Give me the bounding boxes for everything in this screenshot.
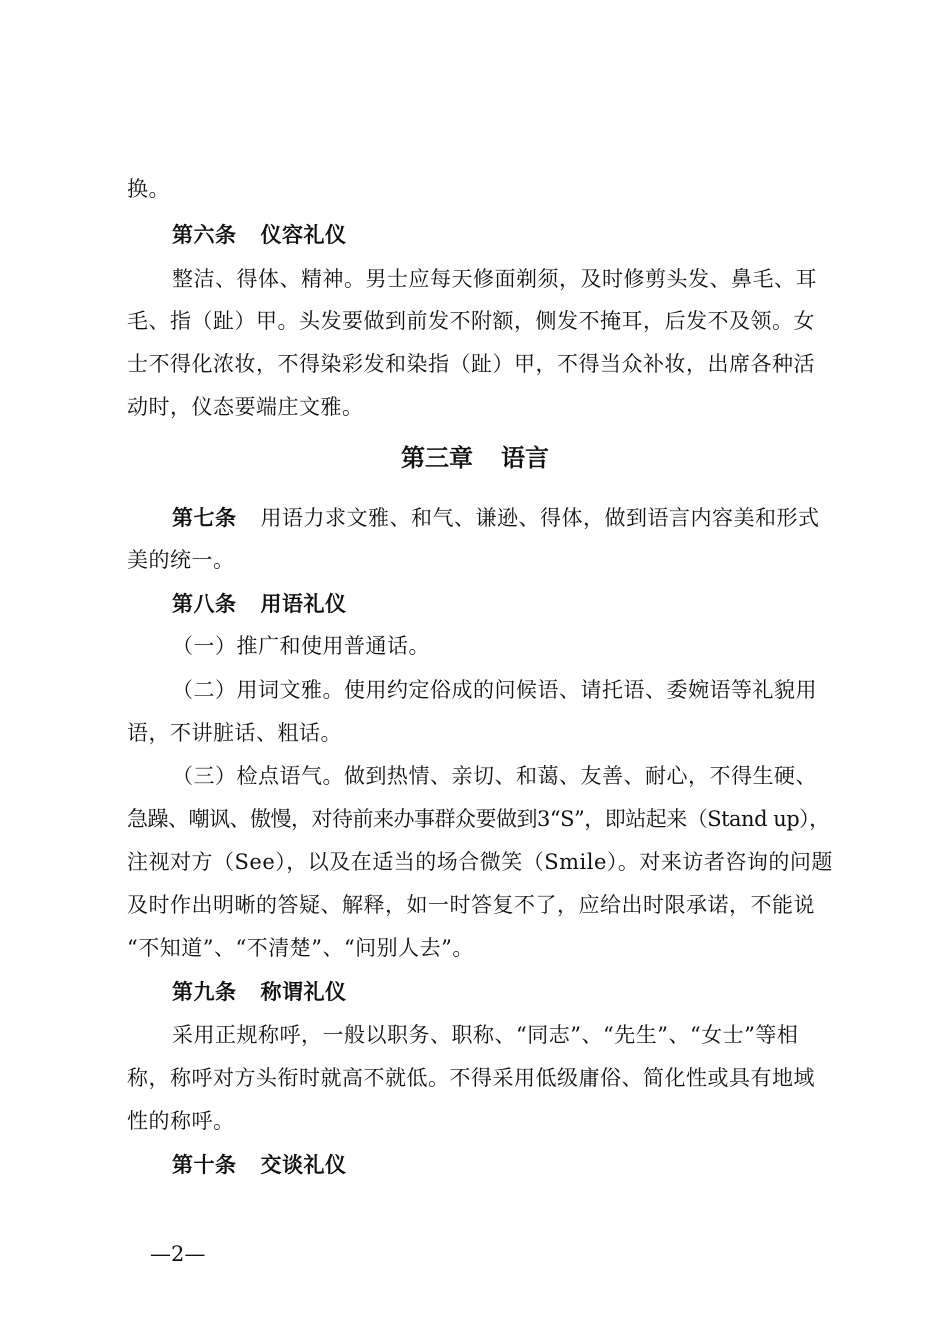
- article-text: 用语力求文雅、和气、谦逊、得体，做到语言内容美和形式: [260, 506, 820, 530]
- article-label: 第七条: [172, 506, 237, 530]
- article-title: 交谈礼仪: [260, 1153, 347, 1177]
- text-line: 采用正规称呼，一般以职务、职称、“同志”、“先生”、“女士”等相: [172, 1023, 799, 1047]
- text-line: 注视对方（See），以及在适当的场合微笑（Smile）。对来访者咨询的问题: [127, 850, 833, 874]
- text-line: 动时，仪态要端庄文雅。: [127, 395, 364, 419]
- text-line: 性的称呼。: [127, 1109, 235, 1133]
- article-label: 第六条: [172, 223, 237, 247]
- article-7-line: [172, 504, 820, 532]
- article-label: 第九条: [172, 980, 237, 1004]
- article-title: 仪容礼仪: [260, 223, 347, 247]
- chapter-title: 语言: [501, 444, 549, 472]
- chapter-label: 第三章: [401, 444, 473, 472]
- article-8-heading: [172, 590, 347, 618]
- text-line: （二）用词文雅。使用约定俗成的问候语、请托语、委婉语等礼貌用: [172, 678, 817, 702]
- text-line: “不知道”、“不清楚”、“问别人去”。: [127, 936, 474, 960]
- text-line: 整洁、得体、精神。男士应每天修面剃须，及时修剪头发、鼻毛、耳: [172, 267, 817, 291]
- text-line: 美的统一。: [127, 548, 235, 572]
- article-9-heading: [172, 978, 347, 1006]
- text-line: 语，不讲脏话、粗话。: [127, 721, 342, 745]
- chapter-3-heading: [0, 443, 950, 473]
- text-line: （三）检点语气。做到热情、亲切、和蔼、友善、耐心，不得生硬、: [172, 764, 817, 788]
- text-line: 称，称呼对方头衔时就高不就低。不得采用低级庸俗、简化性或具有地域: [127, 1066, 815, 1090]
- text-line: 及时作出明晰的答疑、解释，如一时答复不了，应给出时限承诺，不能说: [127, 893, 815, 917]
- article-title: 用语礼仪: [260, 592, 347, 616]
- article-label: 第八条: [172, 592, 237, 616]
- article-label: 第十条: [172, 1153, 237, 1177]
- article-6-heading: [172, 221, 347, 249]
- page-number: —2—: [150, 1242, 206, 1266]
- article-title: 称谓礼仪: [260, 980, 347, 1004]
- text-line: 毛、指（趾）甲。头发要做到前发不附额，侧发不掩耳，后发不及领。女: [127, 309, 815, 333]
- article-10-heading: [172, 1151, 347, 1179]
- text-line: 士不得化浓妆，不得染彩发和染指（趾）甲，不得当众补妆，出席各种活: [127, 352, 815, 376]
- text-line: （一）推广和使用普通话。: [172, 634, 430, 658]
- text-line: 急躁、嘲讽、傲慢，对待前来办事群众要做到3“S”，即站起来（Stand up），: [127, 807, 830, 831]
- text-line: 换。: [127, 177, 170, 201]
